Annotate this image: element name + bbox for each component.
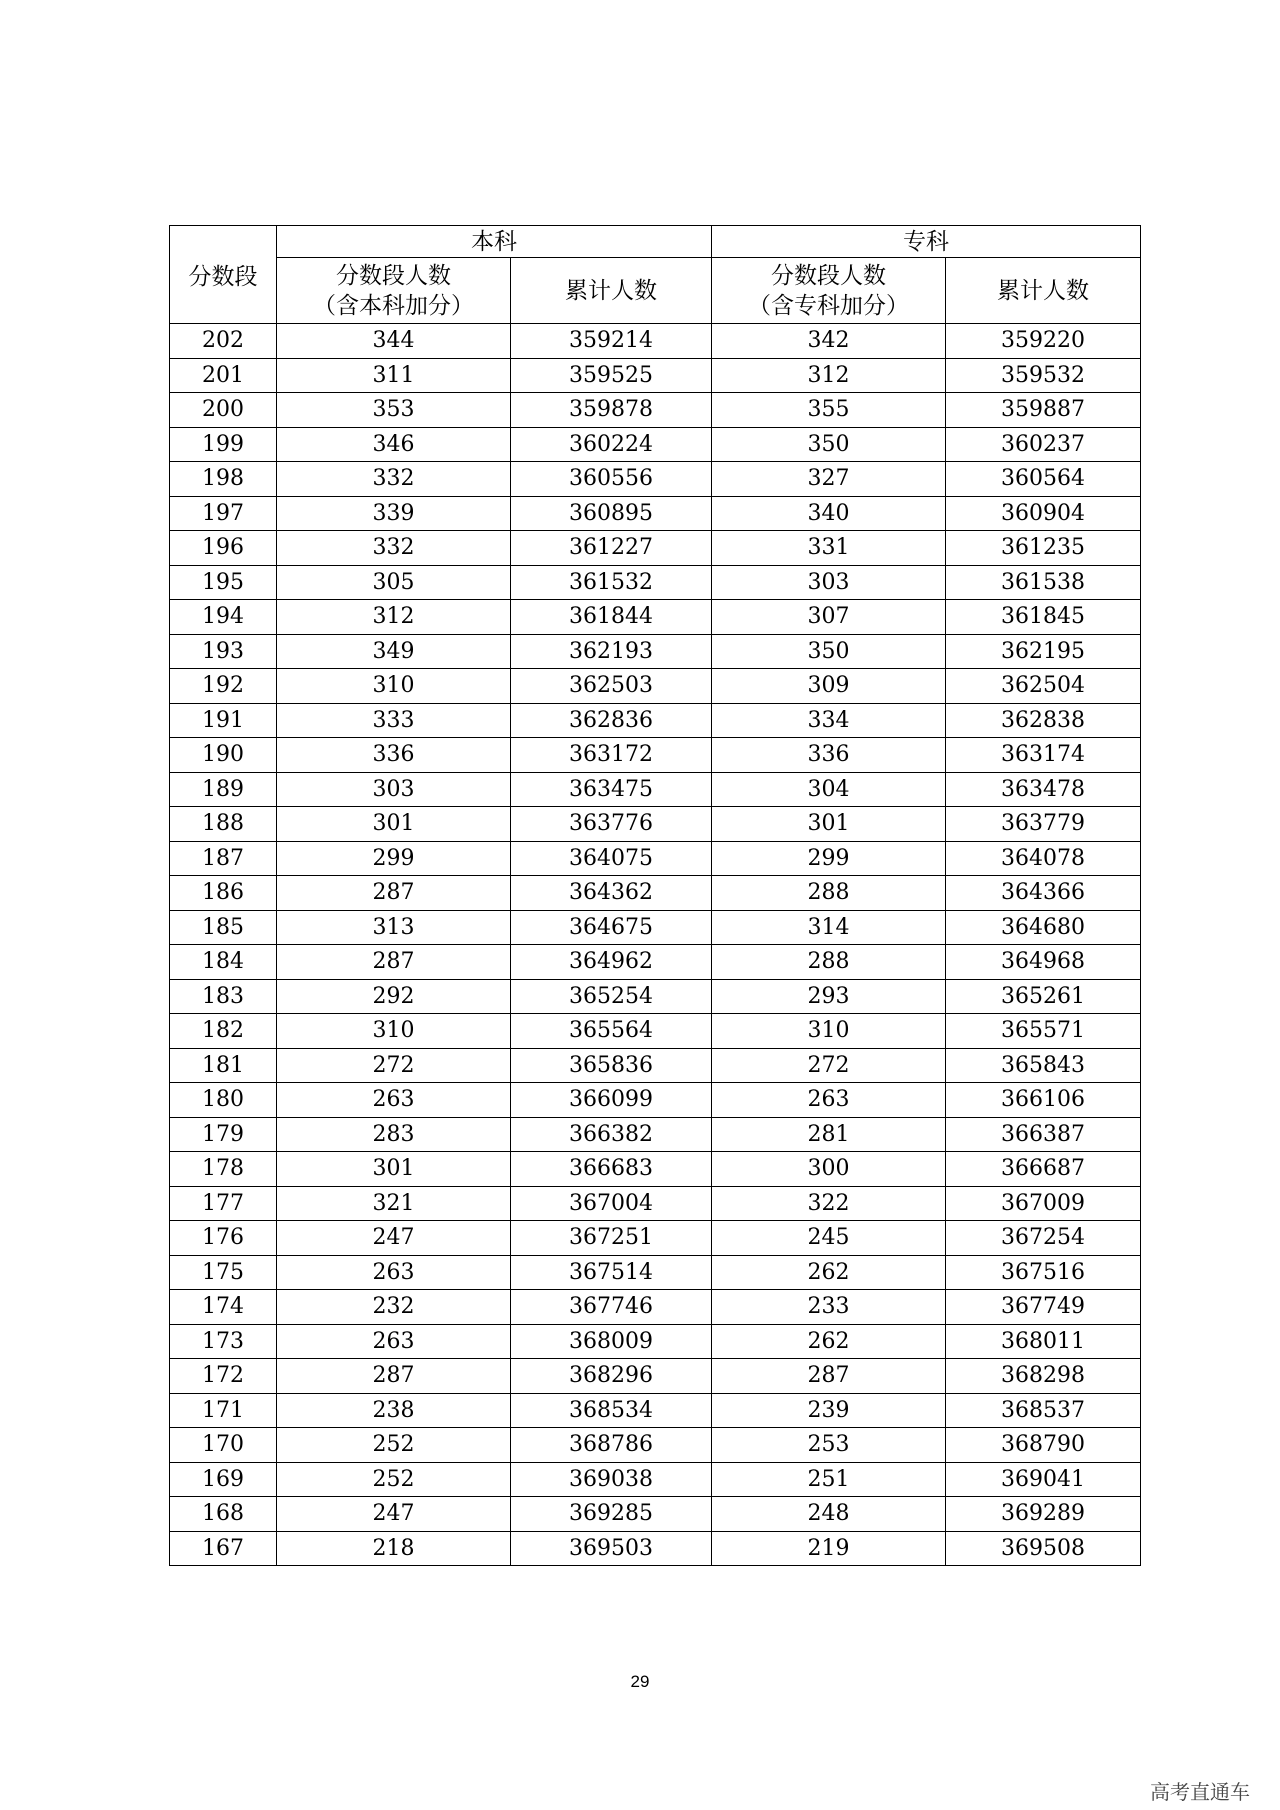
benke-cumulative-cell: 359214: [511, 324, 712, 359]
table-row: [170, 324, 1141, 359]
score-cell: 175: [170, 1255, 277, 1290]
zhuanke-count-cell: 287: [712, 1359, 946, 1394]
score-cell: 167: [170, 1531, 277, 1566]
zhuanke-count-cell: 301: [712, 807, 946, 842]
benke-cumulative-cell: 360224: [511, 427, 712, 462]
benke-cumulative-cell: 366382: [511, 1117, 712, 1152]
benke-cumulative-cell: 368296: [511, 1359, 712, 1394]
score-cell: 192: [170, 669, 277, 704]
score-cell: 193: [170, 634, 277, 669]
benke-count-cell: 311: [277, 358, 511, 393]
benke-count-cell: 312: [277, 600, 511, 635]
benke-count-cell: 252: [277, 1462, 511, 1497]
zhuanke-count-cell: 248: [712, 1497, 946, 1532]
score-cell: 201: [170, 358, 277, 393]
benke-count-cell: 349: [277, 634, 511, 669]
table-row: [170, 772, 1141, 807]
score-cell: 199: [170, 427, 277, 462]
benke-count-cell: 301: [277, 1152, 511, 1187]
score-cell: 188: [170, 807, 277, 842]
zhuanke-count-cell: 293: [712, 979, 946, 1014]
benke-count-cell: 263: [277, 1255, 511, 1290]
table-row: [170, 1462, 1141, 1497]
benke-count-cell: 344: [277, 324, 511, 359]
zhuanke-cumulative-cell: 367516: [946, 1255, 1141, 1290]
score-column-header: 分数段: [170, 226, 277, 324]
zhuanke-count-cell: 342: [712, 324, 946, 359]
benke-count-cell: 353: [277, 393, 511, 428]
zhuanke-count-cell: 314: [712, 910, 946, 945]
benke-count-cell: 313: [277, 910, 511, 945]
table-row: [170, 807, 1141, 842]
benke-cumulative-cell: 360895: [511, 496, 712, 531]
zhuanke-count-cell: 299: [712, 841, 946, 876]
zhuanke-count-cell: 350: [712, 427, 946, 462]
score-cell: 194: [170, 600, 277, 635]
table-row: [170, 1117, 1141, 1152]
table-row: [170, 462, 1141, 497]
benke-cumulative-cell: 361532: [511, 565, 712, 600]
zhuanke-count-cell: 233: [712, 1290, 946, 1325]
benke-cumulative-cell: 359525: [511, 358, 712, 393]
table-row: [170, 358, 1141, 393]
score-cell: 197: [170, 496, 277, 531]
zhuanke-cumulative-cell: 364968: [946, 945, 1141, 980]
table-row: [170, 1290, 1141, 1325]
benke-count-cell: 247: [277, 1497, 511, 1532]
zhuanke-cumulative-cell: 364078: [946, 841, 1141, 876]
benke-count-cell: 346: [277, 427, 511, 462]
benke-cumulative-cell: 363776: [511, 807, 712, 842]
zhuanke-cumulative-cell: 361538: [946, 565, 1141, 600]
zhuanke-cumulative-cell: 359532: [946, 358, 1141, 393]
benke-count-cell: 305: [277, 565, 511, 600]
benke-cumulative-cell: 365564: [511, 1014, 712, 1049]
zhuanke-count-cell: 300: [712, 1152, 946, 1187]
benke-cumulative-cell: 364362: [511, 876, 712, 911]
zhuanke-count-header-line1: 分数段人数: [771, 262, 886, 289]
benke-cumulative-cell: 368009: [511, 1324, 712, 1359]
zhuanke-cumulative-cell: 361235: [946, 531, 1141, 566]
benke-cumulative-cell: 367514: [511, 1255, 712, 1290]
benke-count-cell: 218: [277, 1531, 511, 1566]
benke-cumulative-cell: 365254: [511, 979, 712, 1014]
benke-count-cell: 283: [277, 1117, 511, 1152]
table-row: [170, 1186, 1141, 1221]
zhuanke-count-cell: 251: [712, 1462, 946, 1497]
zhuanke-count-cell: 253: [712, 1428, 946, 1463]
zhuanke-group-header: 专科: [712, 226, 1141, 258]
zhuanke-count-cell: 336: [712, 738, 946, 773]
table-row: [170, 600, 1141, 635]
score-cell: 190: [170, 738, 277, 773]
benke-count-cell: 310: [277, 1014, 511, 1049]
benke-cumulative-cell: 362193: [511, 634, 712, 669]
table-row: [170, 669, 1141, 704]
zhuanke-cumulative-cell: 367009: [946, 1186, 1141, 1221]
score-cell: 168: [170, 1497, 277, 1532]
zhuanke-cumulative-cell: 369289: [946, 1497, 1141, 1532]
benke-cumulative-cell: 362836: [511, 703, 712, 738]
zhuanke-cumulative-cell: 368790: [946, 1428, 1141, 1463]
zhuanke-cumulative-cell: 368011: [946, 1324, 1141, 1359]
zhuanke-count-cell: 262: [712, 1324, 946, 1359]
zhuanke-cumulative-cell: 366106: [946, 1083, 1141, 1118]
table-row: [170, 1324, 1141, 1359]
table-row: [170, 1152, 1141, 1187]
score-cell: 191: [170, 703, 277, 738]
table-row: [170, 1531, 1141, 1566]
benke-group-header: 本科: [277, 226, 712, 258]
zhuanke-count-cell: 263: [712, 1083, 946, 1118]
zhuanke-cumulative-cell: 369041: [946, 1462, 1141, 1497]
zhuanke-count-cell: 322: [712, 1186, 946, 1221]
table-row: [170, 427, 1141, 462]
zhuanke-cumulative-cell: 368298: [946, 1359, 1141, 1394]
table-row: [170, 1393, 1141, 1428]
zhuanke-cumulative-cell: 362838: [946, 703, 1141, 738]
zhuanke-count-cell: 355: [712, 393, 946, 428]
zhuanke-count-cell: 309: [712, 669, 946, 704]
zhuanke-count-cell: 350: [712, 634, 946, 669]
benke-cumulative-cell: 362503: [511, 669, 712, 704]
benke-cumulative-header: 累计人数: [511, 258, 712, 324]
score-cell: 186: [170, 876, 277, 911]
benke-cumulative-cell: 366683: [511, 1152, 712, 1187]
zhuanke-cumulative-cell: 365261: [946, 979, 1141, 1014]
benke-count-cell: 252: [277, 1428, 511, 1463]
score-cell: 179: [170, 1117, 277, 1152]
zhuanke-cumulative-cell: 361845: [946, 600, 1141, 635]
zhuanke-count-cell: 303: [712, 565, 946, 600]
table-row: [170, 841, 1141, 876]
zhuanke-cumulative-cell: 366687: [946, 1152, 1141, 1187]
table-body: [170, 324, 1141, 1566]
zhuanke-count-header-note: （含专科加分）: [748, 292, 909, 319]
benke-count-cell: 287: [277, 876, 511, 911]
benke-cumulative-cell: 369285: [511, 1497, 712, 1532]
zhuanke-count-cell: 310: [712, 1014, 946, 1049]
zhuanke-count-header: [712, 258, 946, 324]
score-cell: 202: [170, 324, 277, 359]
zhuanke-count-cell: 288: [712, 876, 946, 911]
zhuanke-cumulative-cell: 360904: [946, 496, 1141, 531]
table-row: [170, 1048, 1141, 1083]
score-cell: 184: [170, 945, 277, 980]
score-cell: 185: [170, 910, 277, 945]
benke-cumulative-cell: 365836: [511, 1048, 712, 1083]
score-cell: 173: [170, 1324, 277, 1359]
zhuanke-cumulative-cell: 364366: [946, 876, 1141, 911]
table-row: [170, 910, 1141, 945]
score-cell: 176: [170, 1221, 277, 1256]
zhuanke-cumulative-cell: 363779: [946, 807, 1141, 842]
score-cell: 172: [170, 1359, 277, 1394]
zhuanke-cumulative-cell: 359220: [946, 324, 1141, 359]
score-cell: 170: [170, 1428, 277, 1463]
zhuanke-count-cell: 304: [712, 772, 946, 807]
benke-cumulative-cell: 369038: [511, 1462, 712, 1497]
watermark: 高考直通车: [1150, 1780, 1250, 1804]
score-cell: 182: [170, 1014, 277, 1049]
benke-count-header: [277, 258, 511, 324]
score-cell: 198: [170, 462, 277, 497]
table-row: [170, 876, 1141, 911]
benke-count-cell: 287: [277, 1359, 511, 1394]
zhuanke-cumulative-cell: 363174: [946, 738, 1141, 773]
zhuanke-cumulative-cell: 364680: [946, 910, 1141, 945]
score-cell: 195: [170, 565, 277, 600]
zhuanke-cumulative-cell: 365843: [946, 1048, 1141, 1083]
zhuanke-count-cell: 281: [712, 1117, 946, 1152]
table-row: [170, 1014, 1141, 1049]
zhuanke-cumulative-cell: 362504: [946, 669, 1141, 704]
benke-count-header-line1: 分数段人数: [336, 262, 451, 289]
benke-cumulative-cell: 367004: [511, 1186, 712, 1221]
benke-count-cell: 272: [277, 1048, 511, 1083]
benke-count-cell: 336: [277, 738, 511, 773]
table-row: [170, 945, 1141, 980]
zhuanke-count-cell: 272: [712, 1048, 946, 1083]
score-cell: 174: [170, 1290, 277, 1325]
score-cell: 169: [170, 1462, 277, 1497]
zhuanke-cumulative-cell: 366387: [946, 1117, 1141, 1152]
benke-cumulative-cell: 359878: [511, 393, 712, 428]
benke-count-cell: 263: [277, 1083, 511, 1118]
zhuanke-cumulative-cell: 359887: [946, 393, 1141, 428]
score-distribution-table: [169, 225, 1141, 1566]
benke-cumulative-cell: 368534: [511, 1393, 712, 1428]
table-row: [170, 1497, 1141, 1532]
score-cell: 183: [170, 979, 277, 1014]
benke-count-cell: 333: [277, 703, 511, 738]
zhuanke-count-cell: 245: [712, 1221, 946, 1256]
benke-cumulative-cell: 367251: [511, 1221, 712, 1256]
zhuanke-cumulative-cell: 368537: [946, 1393, 1141, 1428]
table-row: [170, 979, 1141, 1014]
benke-cumulative-cell: 363172: [511, 738, 712, 773]
table-row: [170, 496, 1141, 531]
zhuanke-count-cell: 219: [712, 1531, 946, 1566]
table-row: [170, 1255, 1141, 1290]
benke-cumulative-cell: 361844: [511, 600, 712, 635]
benke-count-cell: 339: [277, 496, 511, 531]
benke-count-cell: 299: [277, 841, 511, 876]
benke-cumulative-cell: 366099: [511, 1083, 712, 1118]
zhuanke-cumulative-cell: 365571: [946, 1014, 1141, 1049]
zhuanke-cumulative-cell: 362195: [946, 634, 1141, 669]
zhuanke-count-cell: 334: [712, 703, 946, 738]
benke-cumulative-cell: 364962: [511, 945, 712, 980]
benke-count-cell: 238: [277, 1393, 511, 1428]
benke-count-cell: 287: [277, 945, 511, 980]
benke-cumulative-cell: 364075: [511, 841, 712, 876]
page-number: 29: [630, 1672, 650, 1691]
zhuanke-cumulative-cell: 360237: [946, 427, 1141, 462]
benke-cumulative-cell: 367746: [511, 1290, 712, 1325]
score-cell: 177: [170, 1186, 277, 1221]
table-row: [170, 531, 1141, 566]
table-row: [170, 1221, 1141, 1256]
zhuanke-count-cell: 312: [712, 358, 946, 393]
zhuanke-count-cell: 340: [712, 496, 946, 531]
score-cell: 187: [170, 841, 277, 876]
table-row: [170, 1083, 1141, 1118]
table-row: [170, 1359, 1141, 1394]
zhuanke-cumulative-cell: 367749: [946, 1290, 1141, 1325]
zhuanke-cumulative-header: 累计人数: [946, 258, 1141, 324]
zhuanke-cumulative-cell: 360564: [946, 462, 1141, 497]
score-cell: 178: [170, 1152, 277, 1187]
benke-count-cell: 301: [277, 807, 511, 842]
zhuanke-count-cell: 288: [712, 945, 946, 980]
zhuanke-count-cell: 327: [712, 462, 946, 497]
benke-count-cell: 303: [277, 772, 511, 807]
table-row: [170, 703, 1141, 738]
benke-count-cell: 232: [277, 1290, 511, 1325]
benke-count-cell: 332: [277, 462, 511, 497]
benke-count-header-note: （含本科加分）: [313, 292, 474, 319]
score-cell: 180: [170, 1083, 277, 1118]
score-cell: 181: [170, 1048, 277, 1083]
zhuanke-count-cell: 239: [712, 1393, 946, 1428]
benke-cumulative-cell: 360556: [511, 462, 712, 497]
score-cell: 200: [170, 393, 277, 428]
benke-cumulative-cell: 363475: [511, 772, 712, 807]
score-cell: 189: [170, 772, 277, 807]
benke-count-cell: 292: [277, 979, 511, 1014]
score-cell: 196: [170, 531, 277, 566]
benke-count-cell: 310: [277, 669, 511, 704]
table-row: [170, 393, 1141, 428]
zhuanke-cumulative-cell: 367254: [946, 1221, 1141, 1256]
benke-cumulative-cell: 364675: [511, 910, 712, 945]
benke-cumulative-cell: 369503: [511, 1531, 712, 1566]
benke-count-cell: 247: [277, 1221, 511, 1256]
table-row: [170, 565, 1141, 600]
benke-cumulative-cell: 361227: [511, 531, 712, 566]
table-row: [170, 1428, 1141, 1463]
zhuanke-count-cell: 262: [712, 1255, 946, 1290]
benke-count-cell: 321: [277, 1186, 511, 1221]
benke-count-cell: 332: [277, 531, 511, 566]
table-row: [170, 634, 1141, 669]
benke-count-cell: 263: [277, 1324, 511, 1359]
zhuanke-count-cell: 331: [712, 531, 946, 566]
zhuanke-cumulative-cell: 363478: [946, 772, 1141, 807]
zhuanke-count-cell: 307: [712, 600, 946, 635]
table-row: [170, 738, 1141, 773]
score-cell: 171: [170, 1393, 277, 1428]
zhuanke-cumulative-cell: 369508: [946, 1531, 1141, 1566]
benke-cumulative-cell: 368786: [511, 1428, 712, 1463]
